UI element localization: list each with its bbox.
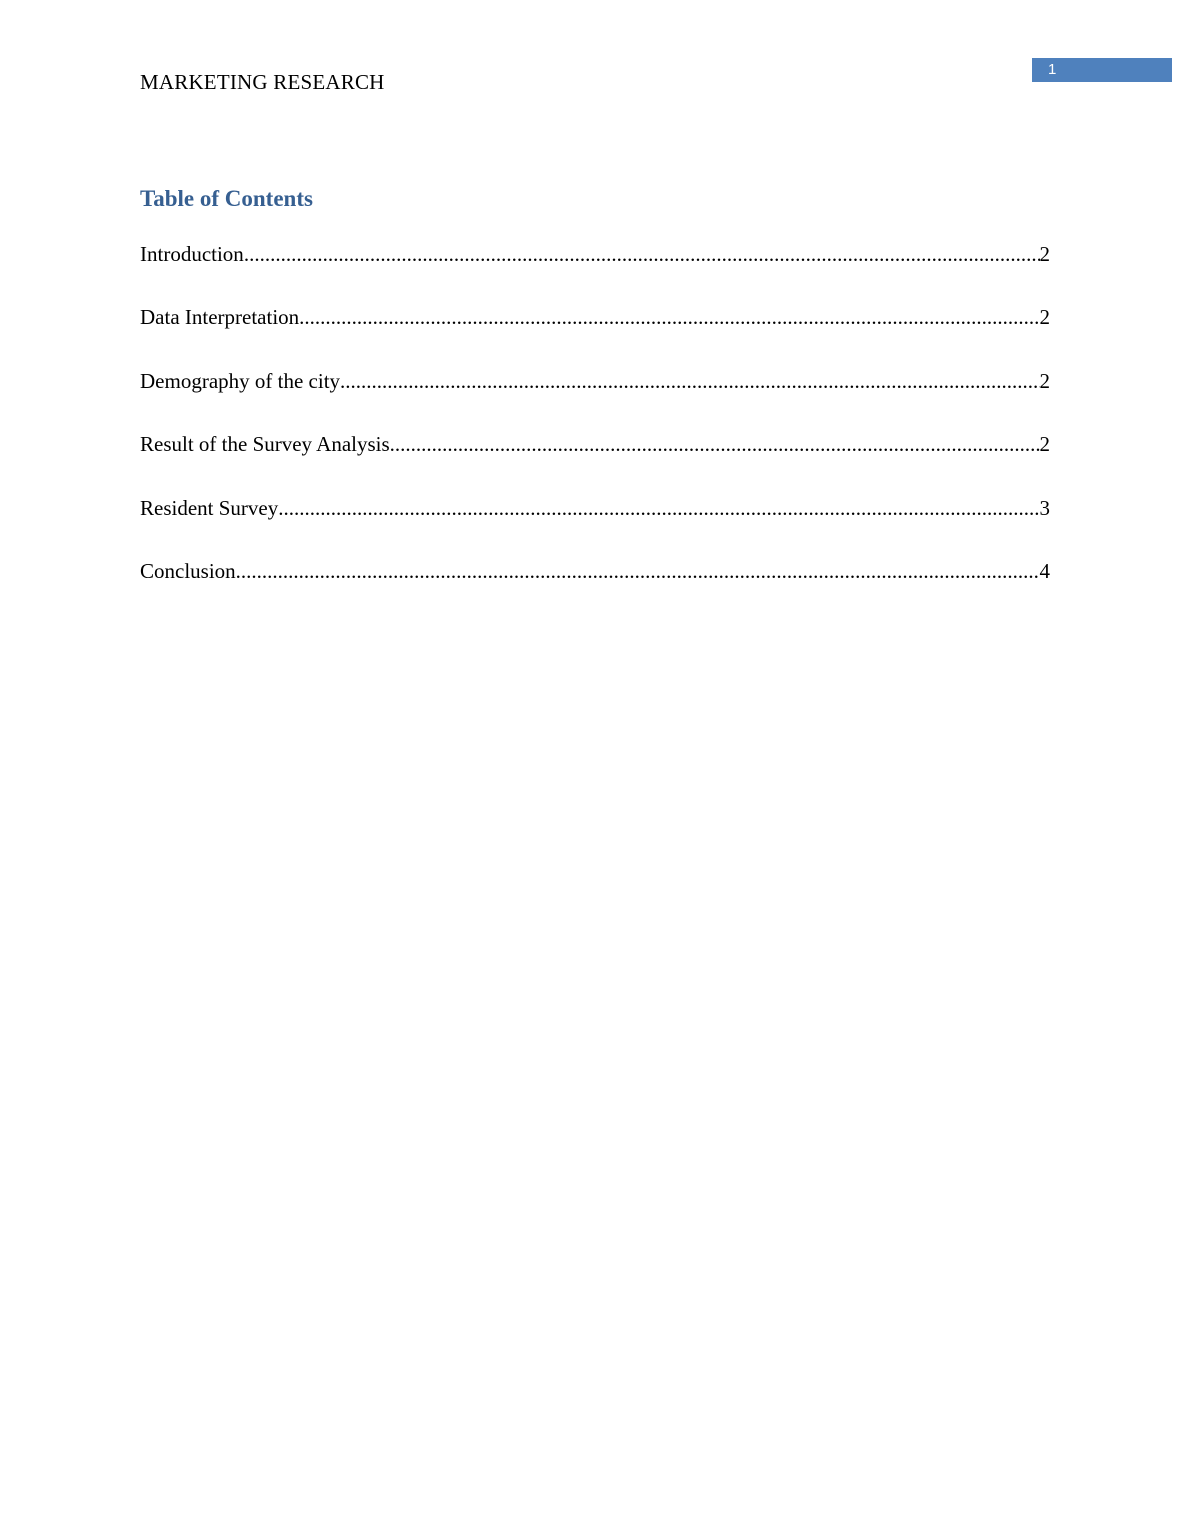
toc-entry-title: Conclusion (140, 558, 236, 583)
toc-entry-introduction[interactable] (140, 240, 1050, 303)
toc-dot-leader (390, 430, 1040, 458)
toc-entry-page: 2 (1039, 432, 1050, 457)
toc-dot-leader (236, 557, 1040, 585)
toc-entry-page: 2 (1039, 305, 1050, 330)
toc-entry-title: Demography of the city (140, 368, 341, 393)
toc-dot-leader (244, 240, 1040, 268)
page-number: 1 (1048, 61, 1057, 78)
toc-entry-survey-analysis[interactable] (140, 430, 1050, 493)
table-of-contents (140, 240, 1050, 620)
toc-entry-title: Introduction (140, 242, 244, 266)
toc-entry-title: Resident Survey (140, 495, 279, 520)
toc-entry-title: Result of the Survey Analysis (140, 432, 390, 457)
toc-entry-conclusion[interactable] (140, 557, 1050, 620)
toc-entry-title: Data Interpretation (140, 305, 300, 330)
toc-entry-data-interpretation[interactable] (140, 303, 1050, 366)
toc-entry-page: 2 (1039, 368, 1050, 393)
toc-heading: Table of Contents (140, 186, 313, 211)
toc-entry-demography[interactable] (140, 367, 1050, 430)
toc-entry-resident-survey[interactable] (140, 494, 1050, 557)
page-number-badge (1032, 58, 1172, 82)
toc-dot-leader (299, 303, 1039, 331)
toc-entry-page: 3 (1039, 495, 1050, 520)
running-header-title: MARKETING RESEARCH (140, 70, 385, 94)
toc-entry-page: 4 (1039, 558, 1050, 583)
toc-entry-page: 2 (1039, 242, 1050, 266)
toc-dot-leader (278, 494, 1039, 522)
toc-dot-leader (340, 367, 1039, 395)
